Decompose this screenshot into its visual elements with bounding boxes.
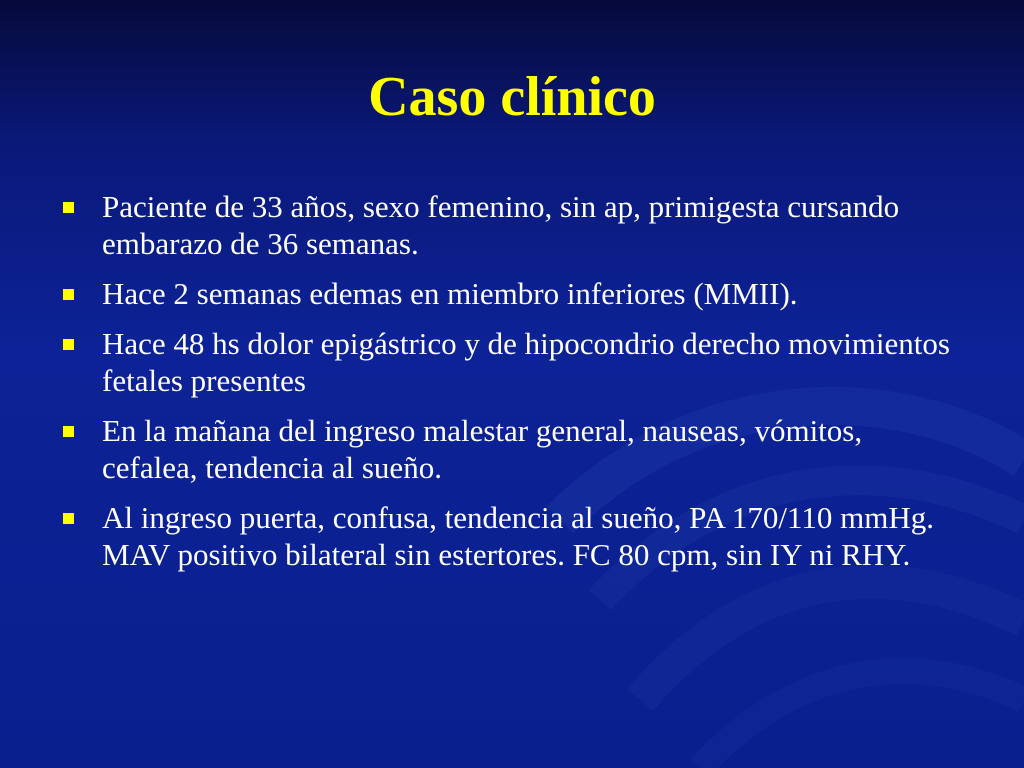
bullet-text: Hace 2 semanas edemas en miembro inferiores (MMII). <box>102 276 798 311</box>
square-bullet-icon <box>63 426 74 437</box>
square-bullet-icon <box>63 202 74 213</box>
bullet-list <box>60 188 965 586</box>
square-bullet-icon <box>63 513 74 524</box>
list-item <box>60 412 965 486</box>
list-item <box>60 188 965 262</box>
square-bullet-icon <box>63 289 74 300</box>
bullet-text: Hace 48 hs dolor epigástrico y de hipocondrio derecho movimientos fetales presentes <box>102 326 950 398</box>
list-item <box>60 499 965 573</box>
list-item <box>60 325 965 399</box>
square-bullet-icon <box>63 339 74 350</box>
list-item <box>60 275 965 312</box>
bullet-text: Paciente de 33 años, sexo femenino, sin ap, primigesta cursando embarazo de 36 semanas. <box>102 189 900 261</box>
slide-title: Caso clínico <box>368 66 656 128</box>
bullet-text: En la mañana del ingreso malestar general, nauseas, vómitos, cefalea, tendencia al sueño. <box>102 413 863 485</box>
bullet-text: Al ingreso puerta, confusa, tendencia al sueño, PA 170/110 mmHg. MAV positivo bilateral sin estertores. FC 80 cpm, sin IY ni RHY. <box>102 500 934 572</box>
